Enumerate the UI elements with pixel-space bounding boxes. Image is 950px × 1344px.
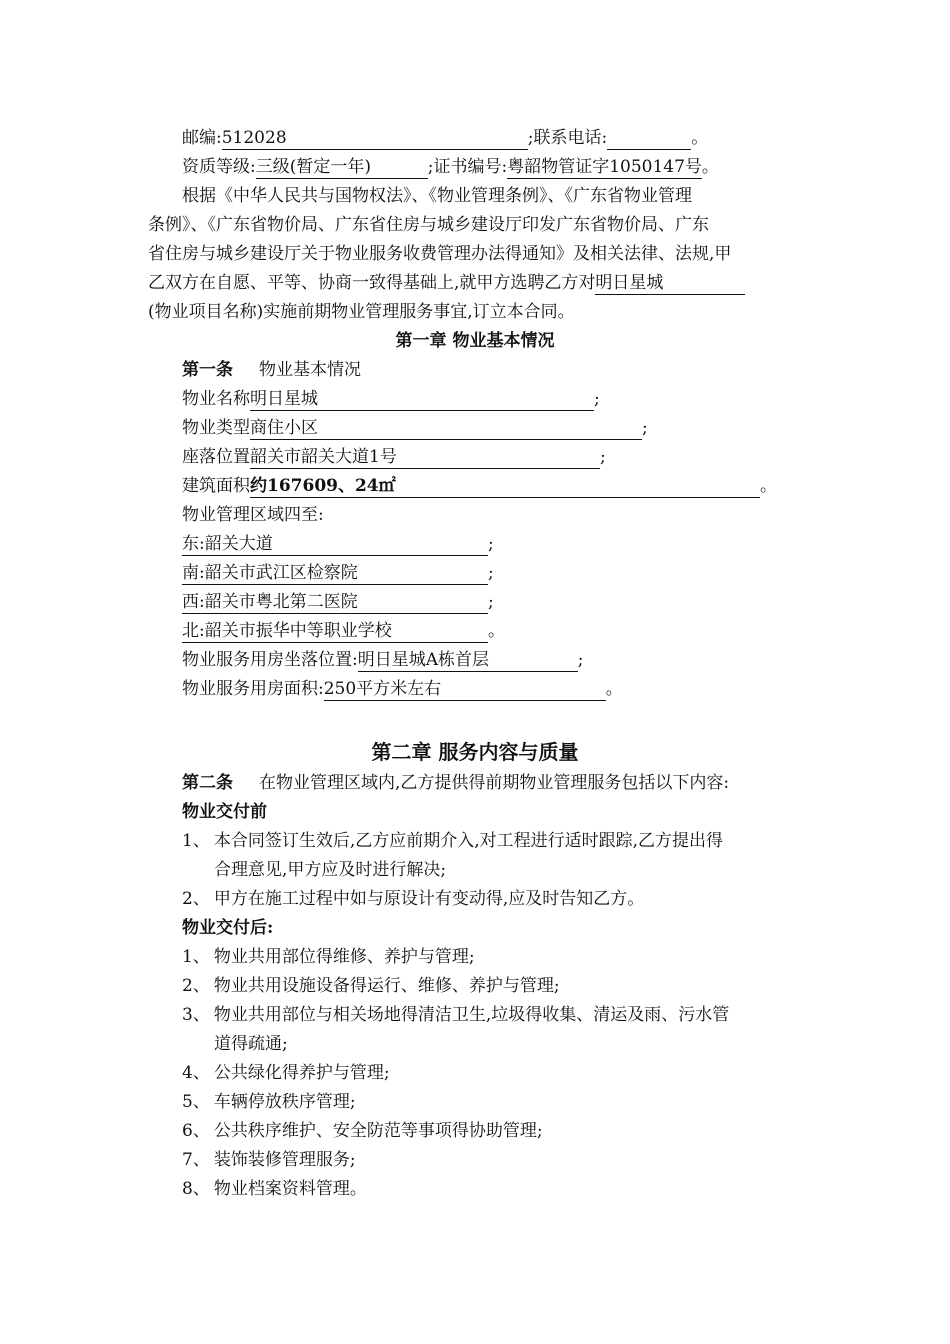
property-name-value: 明日星城 bbox=[250, 388, 594, 411]
after-item-6-text: 公共秩序维护、安全防范等事项得协助管理; bbox=[213, 1121, 543, 1141]
after-item-5-num: 5、 bbox=[182, 1092, 210, 1112]
service-room-area-line bbox=[182, 675, 623, 704]
intro-line-4 bbox=[148, 269, 745, 298]
certificate-end: 。 bbox=[701, 157, 719, 177]
before-item-2 bbox=[182, 885, 644, 914]
before-item-2-num: 2、 bbox=[182, 889, 210, 909]
property-type-value: 商住小区 bbox=[250, 417, 642, 440]
location-line bbox=[182, 443, 606, 472]
boundary-north-end: 。 bbox=[488, 621, 505, 641]
location-value: 韶关市韶关大道1号 bbox=[250, 446, 600, 469]
location-label: 座落位置 bbox=[182, 447, 250, 467]
after-item-1 bbox=[182, 943, 475, 972]
after-item-7-text: 装饰装修管理服务; bbox=[213, 1150, 356, 1170]
service-room-location-end: ; bbox=[577, 650, 584, 670]
after-item-3-cont: 道得疏通; bbox=[214, 1034, 288, 1054]
article-1 bbox=[182, 356, 361, 385]
article-2-text: 在物业管理区域内,乙方提供得前期物业管理服务包括以下内容: bbox=[259, 773, 730, 793]
boundary-west-line bbox=[182, 588, 494, 617]
building-area-line bbox=[182, 472, 777, 501]
before-item-2-text: 甲方在施工过程中如与原设计有变动得,应及时告知乙方。 bbox=[213, 889, 645, 909]
after-item-2 bbox=[182, 972, 560, 1001]
building-area-label: 建筑面积 bbox=[182, 476, 250, 496]
after-item-3 bbox=[182, 1001, 729, 1030]
phone-end: 。 bbox=[691, 128, 709, 148]
article-2-label: 第二条 bbox=[182, 773, 233, 793]
postcode-line bbox=[182, 124, 708, 153]
after-item-1-text: 物业共用部位得维修、养护与管理; bbox=[213, 947, 475, 967]
boundary-south-line bbox=[182, 559, 494, 588]
service-room-area-value: 250平方米左右 bbox=[324, 678, 606, 701]
after-item-7-num: 7、 bbox=[182, 1150, 210, 1170]
after-item-3-text: 物业共用部位与相关场地得清洁卫生,垃圾得收集、清运及雨、污水管 bbox=[213, 1005, 730, 1025]
qualification-line bbox=[182, 153, 719, 182]
boundary-east: 东:韶关大道 bbox=[182, 533, 488, 556]
postcode-label: 邮编: bbox=[182, 128, 222, 148]
after-item-5-text: 车辆停放秩序管理; bbox=[213, 1092, 356, 1112]
after-item-2-num: 2、 bbox=[182, 976, 210, 996]
qualification-label: 资质等级: bbox=[182, 157, 256, 177]
phone-value-blank bbox=[607, 127, 691, 150]
certificate-label: ;证书编号: bbox=[427, 157, 508, 177]
article-2 bbox=[182, 769, 729, 798]
boundary-west: 西:韶关市粤北第二医院 bbox=[182, 591, 488, 614]
after-item-4-num: 4、 bbox=[182, 1063, 210, 1083]
property-type-line bbox=[182, 414, 648, 443]
qualification-value: 三级(暂定一年) bbox=[256, 156, 428, 179]
service-room-location-label: 物业服务用房坐落位置: bbox=[182, 650, 358, 670]
boundary-south-end: ; bbox=[488, 563, 494, 583]
after-item-3-num: 3、 bbox=[182, 1005, 210, 1025]
boundary-label: 物业管理区域四至: bbox=[182, 505, 324, 525]
boundary-east-line bbox=[182, 530, 494, 559]
after-item-6 bbox=[182, 1117, 543, 1146]
certificate-value: 粤韶物管证字1050147号 bbox=[507, 157, 702, 177]
before-item-1-text: 本合同签订生效后,乙方应前期介入,对工程进行适时跟踪,乙方提出得 bbox=[213, 831, 724, 851]
boundary-north-line bbox=[182, 617, 505, 646]
article-1-label: 第一条 bbox=[182, 360, 233, 380]
property-type-end: ; bbox=[642, 418, 648, 438]
before-item-1 bbox=[182, 827, 723, 856]
after-delivery-title: 物业交付后: bbox=[182, 918, 274, 938]
service-room-location-line bbox=[182, 646, 583, 675]
after-item-8 bbox=[182, 1175, 367, 1204]
intro-line-5: (物业项目名称)实施前期物业管理服务事宜,订立本合同。 bbox=[148, 302, 575, 322]
boundary-east-end: ; bbox=[488, 534, 494, 554]
after-item-4-text: 公共绿化得养护与管理; bbox=[213, 1063, 390, 1083]
after-item-8-num: 8、 bbox=[182, 1179, 210, 1199]
article-1-text: 物业基本情况 bbox=[259, 360, 361, 380]
before-delivery-title: 物业交付前 bbox=[182, 802, 267, 822]
boundary-west-end: ; bbox=[488, 592, 494, 612]
after-item-1-num: 1、 bbox=[182, 947, 210, 967]
project-name-value: 明日星城 bbox=[595, 272, 745, 295]
after-item-4 bbox=[182, 1059, 390, 1088]
after-item-7 bbox=[182, 1146, 356, 1175]
chapter-1-title: 第一章 物业基本情况 bbox=[395, 331, 555, 351]
before-item-1-cont: 合理意见,甲方应及时进行解决; bbox=[214, 860, 447, 880]
intro-line-4-text: 乙双方在自愿、平等、协商一致得基础上,就甲方选聘乙方对 bbox=[148, 273, 596, 293]
chapter-2-title: 第二章 服务内容与质量 bbox=[371, 740, 579, 764]
property-type-label: 物业类型 bbox=[182, 418, 250, 438]
phone-label: ;联系电话: bbox=[527, 128, 608, 148]
service-room-area-label: 物业服务用房面积: bbox=[182, 679, 324, 699]
boundary-south: 南:韶关市武江区检察院 bbox=[182, 562, 488, 585]
property-name-line bbox=[182, 385, 600, 414]
postcode-value: 512028 bbox=[222, 127, 528, 150]
after-item-2-text: 物业共用设施设备得运行、维修、养护与管理; bbox=[213, 976, 560, 996]
service-room-location-value: 明日星城A栋首层 bbox=[358, 649, 578, 672]
after-item-6-num: 6、 bbox=[182, 1121, 210, 1141]
before-item-1-num: 1、 bbox=[182, 831, 210, 851]
boundary-north: 北:韶关市振华中等职业学校 bbox=[182, 620, 488, 643]
building-area-end: 。 bbox=[760, 476, 777, 496]
property-name-label: 物业名称 bbox=[182, 389, 250, 409]
building-area-value: 约167609、24㎡ bbox=[250, 475, 760, 498]
service-room-area-end: 。 bbox=[605, 679, 623, 699]
intro-line-1: 根据《中华人民共与国物权法》、《物业管理条例》、《广东省物业管理 bbox=[182, 186, 692, 206]
property-name-end: ; bbox=[594, 389, 600, 409]
intro-line-3: 省住房与城乡建设厅关于物业服务收费管理办法得通知》及相关法律、法规,甲 bbox=[148, 244, 732, 264]
after-item-8-text: 物业档案资料管理。 bbox=[213, 1179, 367, 1199]
after-item-5 bbox=[182, 1088, 356, 1117]
intro-line-2: 条例》、《广东省物价局、广东省住房与城乡建设厅印发广东省物价局、广东 bbox=[148, 215, 709, 235]
location-end: ; bbox=[600, 447, 606, 467]
